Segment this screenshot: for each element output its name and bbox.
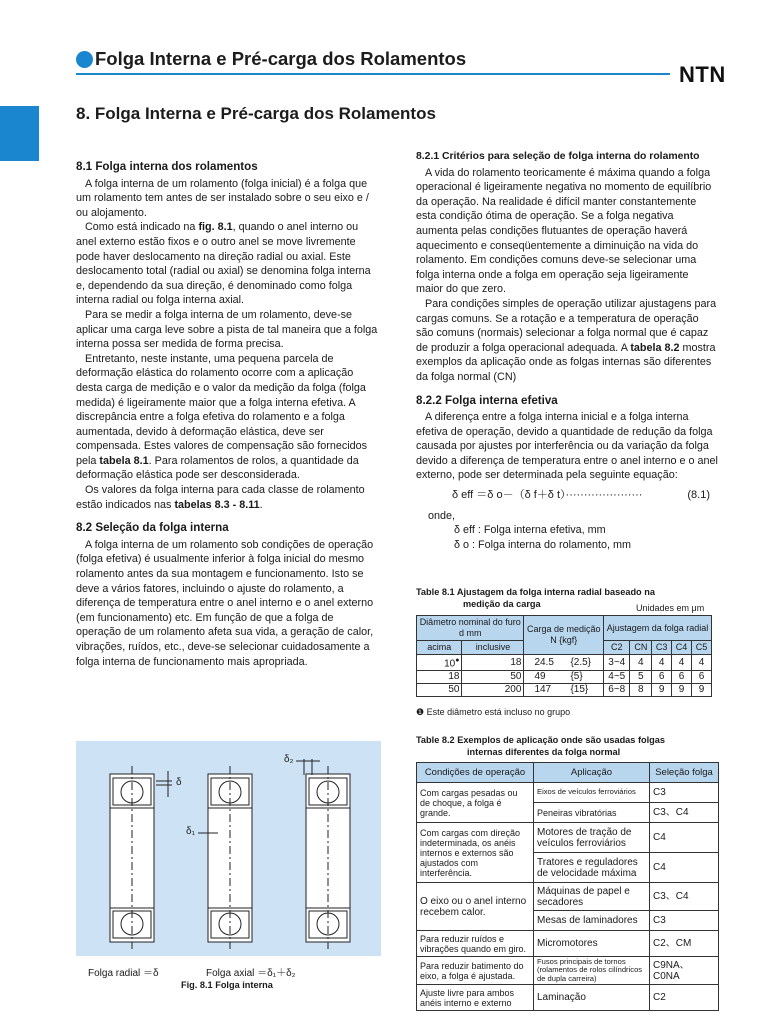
equation-number: (8.1)	[687, 489, 710, 502]
table-row: Ajuste livre para ambos anéis interno e externo Laminação C2	[417, 985, 719, 1011]
t1-header-class: C2	[604, 641, 630, 655]
t1-header-diameter: Diâmetro nominal do furo d mm	[417, 616, 524, 641]
table-row: Peneiras vibratórias C3、C4	[417, 803, 719, 823]
t1-header-load: Carga de medição N {kgf}	[524, 616, 604, 655]
t2-header-application: Aplicação	[534, 763, 650, 783]
t1-header-class: C4	[672, 641, 692, 655]
equation-definitions	[416, 523, 718, 553]
s821-paragraph-2: Para condições simples de operação utilizar ajustagens para cargas comuns. Se a rotação e a temperatura de operação são comuns (normais) selecionar a folga normal que é capaz de produzir a folga operacional adequada. A tabela 8.2 mostra exemplos da aplicação onde as folgas internas são diferentes da folga normal (CN)	[416, 297, 717, 383]
bearing-axial-drawing	[198, 766, 252, 949]
table-row: 50 200 147 {15} 6~8 8 9 9 9	[417, 684, 712, 697]
right-column	[416, 150, 718, 553]
t2-header-conditions: Condições de operação	[417, 763, 534, 783]
brand-logo: NTN	[679, 62, 726, 87]
table-8-1-caption: Table 8.1 Ajustagem da folga interna radial baseado na medição da carga	[416, 587, 655, 609]
bearing-radial-drawing	[110, 766, 172, 949]
delta2-symbol: δ₂	[284, 754, 294, 765]
tables-8-3-8-11-reference: tabelas 8.3 - 8.11	[174, 498, 260, 511]
t1-header-class: C3	[652, 641, 672, 655]
delta-symbol: δ	[176, 777, 182, 788]
t1-header-class: CN	[630, 641, 652, 655]
table-row: Com cargas com direção indeterminada, os anéis internos e externos são ajustados com interferência. Motores de tração de veículos ferroviários C4	[417, 823, 719, 853]
definition-delta-eff: δ eff : Folga interna efetiva, mm	[454, 524, 606, 537]
table-row: 10● 18 24.5 {2.5} 3~4 4 4 4 4	[417, 655, 712, 671]
header-title: Folga Interna e Pré-carga dos Rolamentos	[95, 48, 467, 69]
table-row: Tratores e reguladores de velocidade máxima C4	[417, 853, 719, 883]
delta1-symbol: δ₁	[186, 826, 195, 837]
s822-paragraph-1: A diferença entre a folga interna inicial e a folga interna efetiva de operação, devido a quantidade de redução da folga causada por ajustes por interferência ou da variação da folga devido a diferença de temperatura entre o anel interno e o anel externo, pode ser determinada pela seguinte equação:	[416, 411, 718, 482]
figure-caption: Fig. 8.1 Folga interna	[181, 980, 273, 990]
table-8-2	[416, 762, 719, 1011]
section-8-2-2-heading: 8.2.2 Folga interna efetiva	[416, 393, 558, 407]
table-8-1-reference: tabela 8.1	[99, 454, 149, 467]
table-row: 18 50 49 {5} 4~5 5 6 6 6	[417, 671, 712, 684]
table-row: Para reduzir batimento do eixo, a folga é ajustada. Fusos principais de tornos (rolamentos de rolos cilíndricos de dupla carreira) C9NA、C0NA	[417, 957, 719, 985]
figure-label-axial: Folga axial ＝δ₁＋δ₂	[206, 968, 296, 979]
table-row: Para reduzir ruídos e vibrações quando em giro. Micromotores C2、CM	[417, 931, 719, 957]
fig-8-1-reference: fig. 8.1	[198, 221, 233, 234]
s81-paragraph-1: A folga interna de um rolamento (folga inicial) é a folga que um rolamento tem antes de ser instalado sobre o seu eixo e / ou alojamento.	[76, 177, 369, 219]
t1-header-class: C5	[692, 641, 712, 655]
equation-text: δ eff ＝δ o－（δ f＋δ t）·····················	[452, 489, 643, 502]
chapter-title: 8. Folga Interna e Pré-carga dos Rolamentos	[76, 104, 436, 123]
t1-header-adjust: Ajustagem da folga radial	[604, 616, 712, 641]
s81-paragraph-3: Para se medir a folga interna de um rolamento, deve-se aplicar uma carga leve sobre a pista de tal maneira que a folga interna possa ser medida de forma precisa.	[76, 308, 378, 351]
figure-8-1	[76, 741, 381, 956]
t1-header-inclusive: inclusive	[462, 641, 524, 655]
equation-8-1	[452, 488, 718, 503]
definition-delta-o: δ o : Folga interna do rolamento, mm	[454, 539, 632, 552]
table-row: Mesas de laminadores C3	[417, 911, 719, 931]
bearing-axial-shifted-drawing	[296, 759, 350, 949]
s81-paragraph-2: Como está indicado na fig. 8.1, quando o anel interno ou anel externo estão fixos e o outro anel se move livremente pode haver deslocamento na direção radial ou axial. Este deslocamento total (radial ou axial) se denomina folga interna e, dependendo da sua direção, é denominado como folga interna radial ou folga interna axial.	[76, 221, 371, 307]
s821-paragraph-1: A vida do rolamento teoricamente é máxima quando a folga operacional é ligeiramente negativa no momento de equilíbrio da operação. Na realidade é difícil manter constantemente esta condição ótima de operação. Se a folga negativa aumenta pelas condições flutuantes de operação haverá aquecimento e conseqüentemente a diminuição na vida do rolamento. Em condições comuns deve-se selecionar uma folga interna onde a folga em operação seja ligeiramente maior do que zero.	[416, 166, 712, 296]
s81-paragraph-5: Os valores da folga interna para cada classe de rolamento estão indicados nas tabelas 8.3 - 8.11.	[76, 484, 365, 511]
note-marker-icon: ●	[455, 657, 460, 664]
table-8-1-units: Unidades em μm	[636, 603, 705, 613]
table-8-2-reference: tabela 8.2	[630, 341, 680, 354]
table-8-2-caption: Table 8.2 Exemplos de aplicação onde são usadas folgas internas diferentes da folga normal	[416, 735, 666, 757]
s82-paragraph-1: A folga interna de um rolamento sob condições de operação (folga efetiva) é usualmente inferior à folga inicial do mesmo rolamento antes da sua montagem e funcionamento. Isto se deve a vários fatores, incluindo o ajuste do rolamento, a diferença de temperatura entre o anel interno e o anel externo (em funcionamento) etc. Em função de que a folga de operação de um rolamento afeta sua vida, a geração de calor, vibrações, ruídos, etc., deve-se selecionar cuidadosamente a folga interna de funcionamento mais apropriada.	[76, 538, 374, 668]
figure-label-radial: Folga radial ＝δ	[88, 968, 159, 979]
chapter-side-tab	[0, 106, 39, 161]
table-8-1	[416, 615, 712, 697]
s81-paragraph-4: Entretanto, neste instante, uma pequena parcela de deformação elástica do rolamento ocorre com a aplicação desta carga de medição e o valor da medição da folga (folga medida) é ligeiramente maior que a folga interna efetiva. A discrepância entre a folga efetiva do rolamento e a folga aumentada, devido à deformação elástica, deve ser compensada. Estes valores de compensação são fornecidos pela tabela 8.1. Para rolamentos de rolos, a quantidade da deformação elástica pode ser desconsiderada.	[76, 352, 368, 482]
section-8-2-1-heading: 8.2.1 Critérios para seleção de folga interna do rolamento	[416, 151, 700, 162]
table-8-1-note: ❶ Este diâmetro está incluso no grupo	[416, 707, 571, 717]
table-row: Com cargas pesadas ou de choque, a folga é grande. Eixos de veículos ferroviários C3	[417, 783, 719, 803]
left-column	[76, 160, 380, 669]
section-8-1-heading: 8.1 Folga interna dos rolamentos	[76, 160, 258, 173]
bearing-clearance-diagram	[76, 741, 381, 956]
t2-header-selection: Seleção folga	[650, 763, 719, 783]
table-row: O eixo ou o anel interno recebem calor. Máquinas de papel e secadores C3、C4	[417, 883, 719, 911]
header-rule	[76, 73, 670, 75]
onde-label: onde,	[428, 509, 456, 522]
t1-header-acima: acima	[417, 641, 462, 655]
section-8-2-heading: 8.2 Seleção da folga interna	[76, 521, 229, 535]
